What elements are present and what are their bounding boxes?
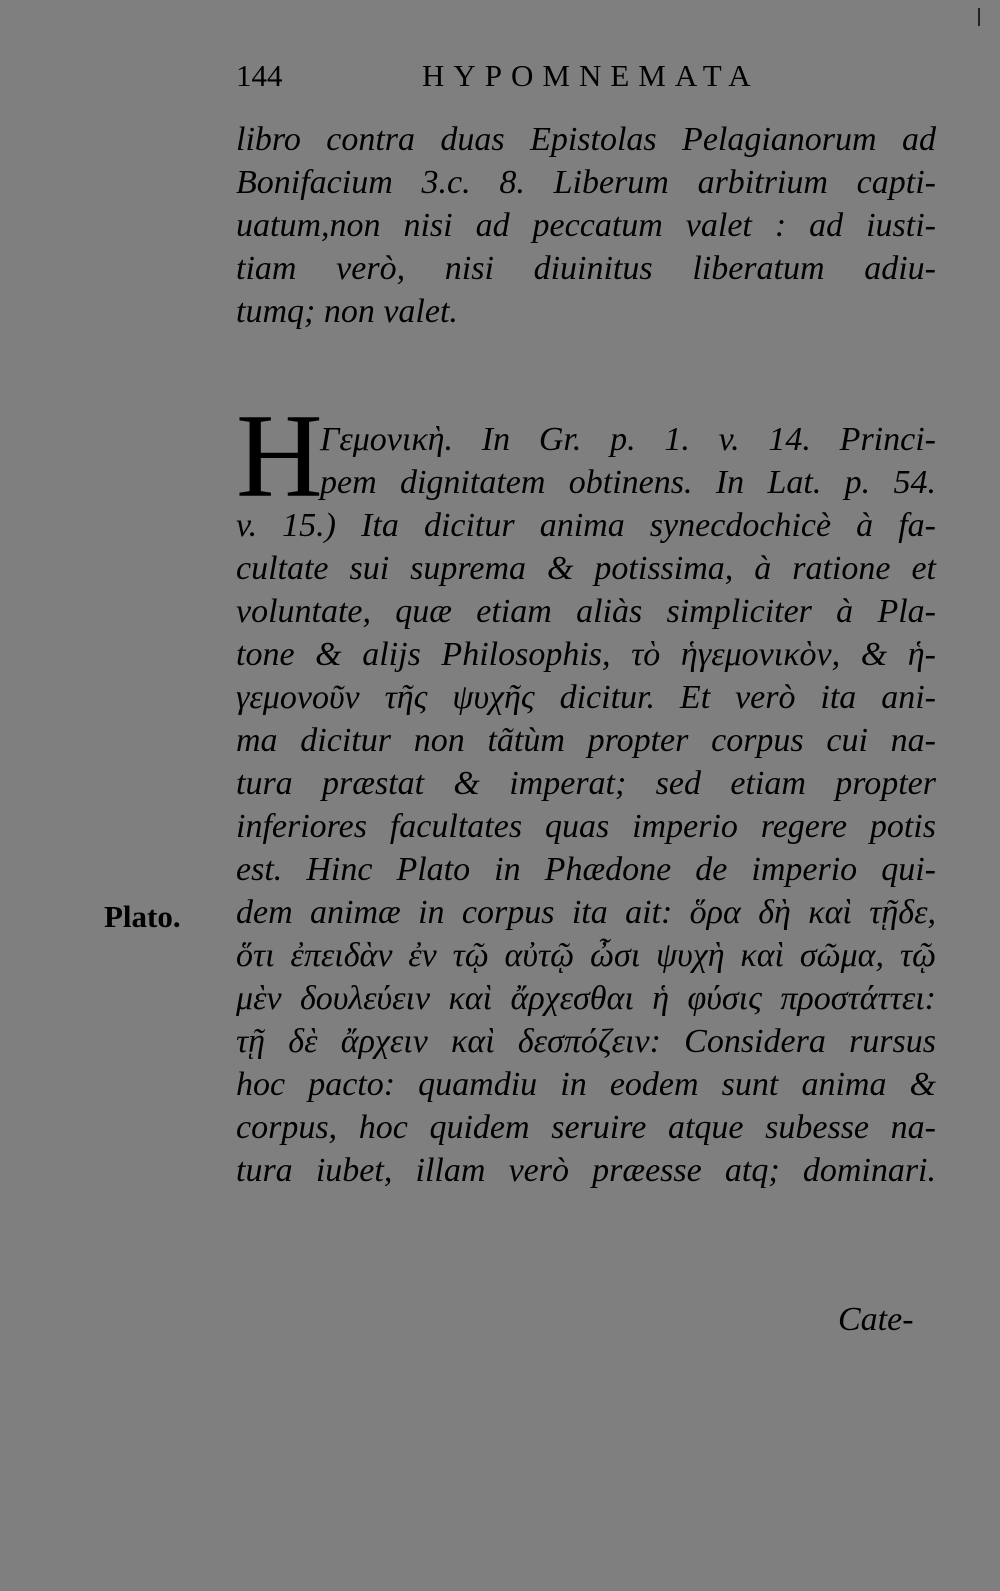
- text-line: pem dignitatem obtinens. In Lat. p. 54.: [320, 464, 936, 501]
- catchword: Cate-: [838, 1301, 914, 1338]
- text-line: cultate sui suprema & potissima, à ratione et: [236, 550, 936, 587]
- text-line: tumq; non valet.: [236, 293, 458, 330]
- text-line: γεμονοῦν τῆς ψυχῆς dicitur. Et verò ita ani-: [236, 679, 936, 716]
- page-number: 144: [236, 58, 283, 93]
- drop-cap: H: [236, 389, 323, 522]
- text-line: ma dicitur non tãtùm propter corpus cui na-: [236, 722, 936, 759]
- text-line: hoc pacto: quamdiu in eodem sunt anima &: [236, 1066, 936, 1103]
- text-line: μὲν δουλεύειν καὶ ἄρχεσθαι ἡ φύσις προστάττει:: [236, 980, 936, 1017]
- text-line: ὅτι ἐπειδὰν ἐν τῷ αὐτῷ ὦσι ψυχὴ καὶ σῶμα, τῷ: [236, 937, 936, 974]
- text-line: voluntate, quæ etiam aliàs simpliciter à Pla-: [236, 593, 936, 630]
- text-line: tone & alijs Philosophis, τὸ ἡγεμονικὸν, & ἡ-: [236, 636, 936, 673]
- margin-note: Plato.: [104, 899, 181, 934]
- running-title: HYPOMNEMATA: [422, 58, 760, 93]
- text-line: Bonifacium 3.c. 8. Liberum arbitrium capti-: [236, 164, 936, 201]
- text-line: τῇ δὲ ἄρχειν καὶ δεσπόζειν: Considera rursus: [236, 1023, 936, 1060]
- entry-head: [320, 418, 936, 504]
- text-line: v. 15.) Ita dicitur anima synecdochicè à fa-: [236, 507, 936, 544]
- text-line: est. Hinc Plato in Phædone de imperio qui-: [236, 851, 936, 888]
- text-line: libro contra duas Epistolas Pelagianorum ad: [236, 121, 936, 158]
- text-line: tiam verò, nisi diuinitus liberatum adiu-: [236, 250, 936, 287]
- scan-mark: [978, 8, 980, 26]
- text-line: dem animæ in corpus ita ait: ὅρα δὴ καὶ τῇδε,: [236, 894, 936, 931]
- entry-body: [236, 504, 936, 1192]
- text-line: tura iubet, illam verò præesse atq; dominari.: [236, 1152, 936, 1189]
- running-header: [236, 58, 796, 98]
- text-line: Γεμονικὴ. In Gr. p. 1. v. 14. Princi-: [320, 421, 936, 458]
- first-paragraph: [236, 118, 936, 333]
- text-line: corpus, hoc quidem seruire atque subesse na-: [236, 1109, 936, 1146]
- text-line: tura præstat & imperat; sed etiam propter: [236, 765, 936, 802]
- text-line: uatum,non nisi ad peccatum valet : ad iusti-: [236, 207, 936, 244]
- text-line: inferiores facultates quas imperio regere potis: [236, 808, 936, 845]
